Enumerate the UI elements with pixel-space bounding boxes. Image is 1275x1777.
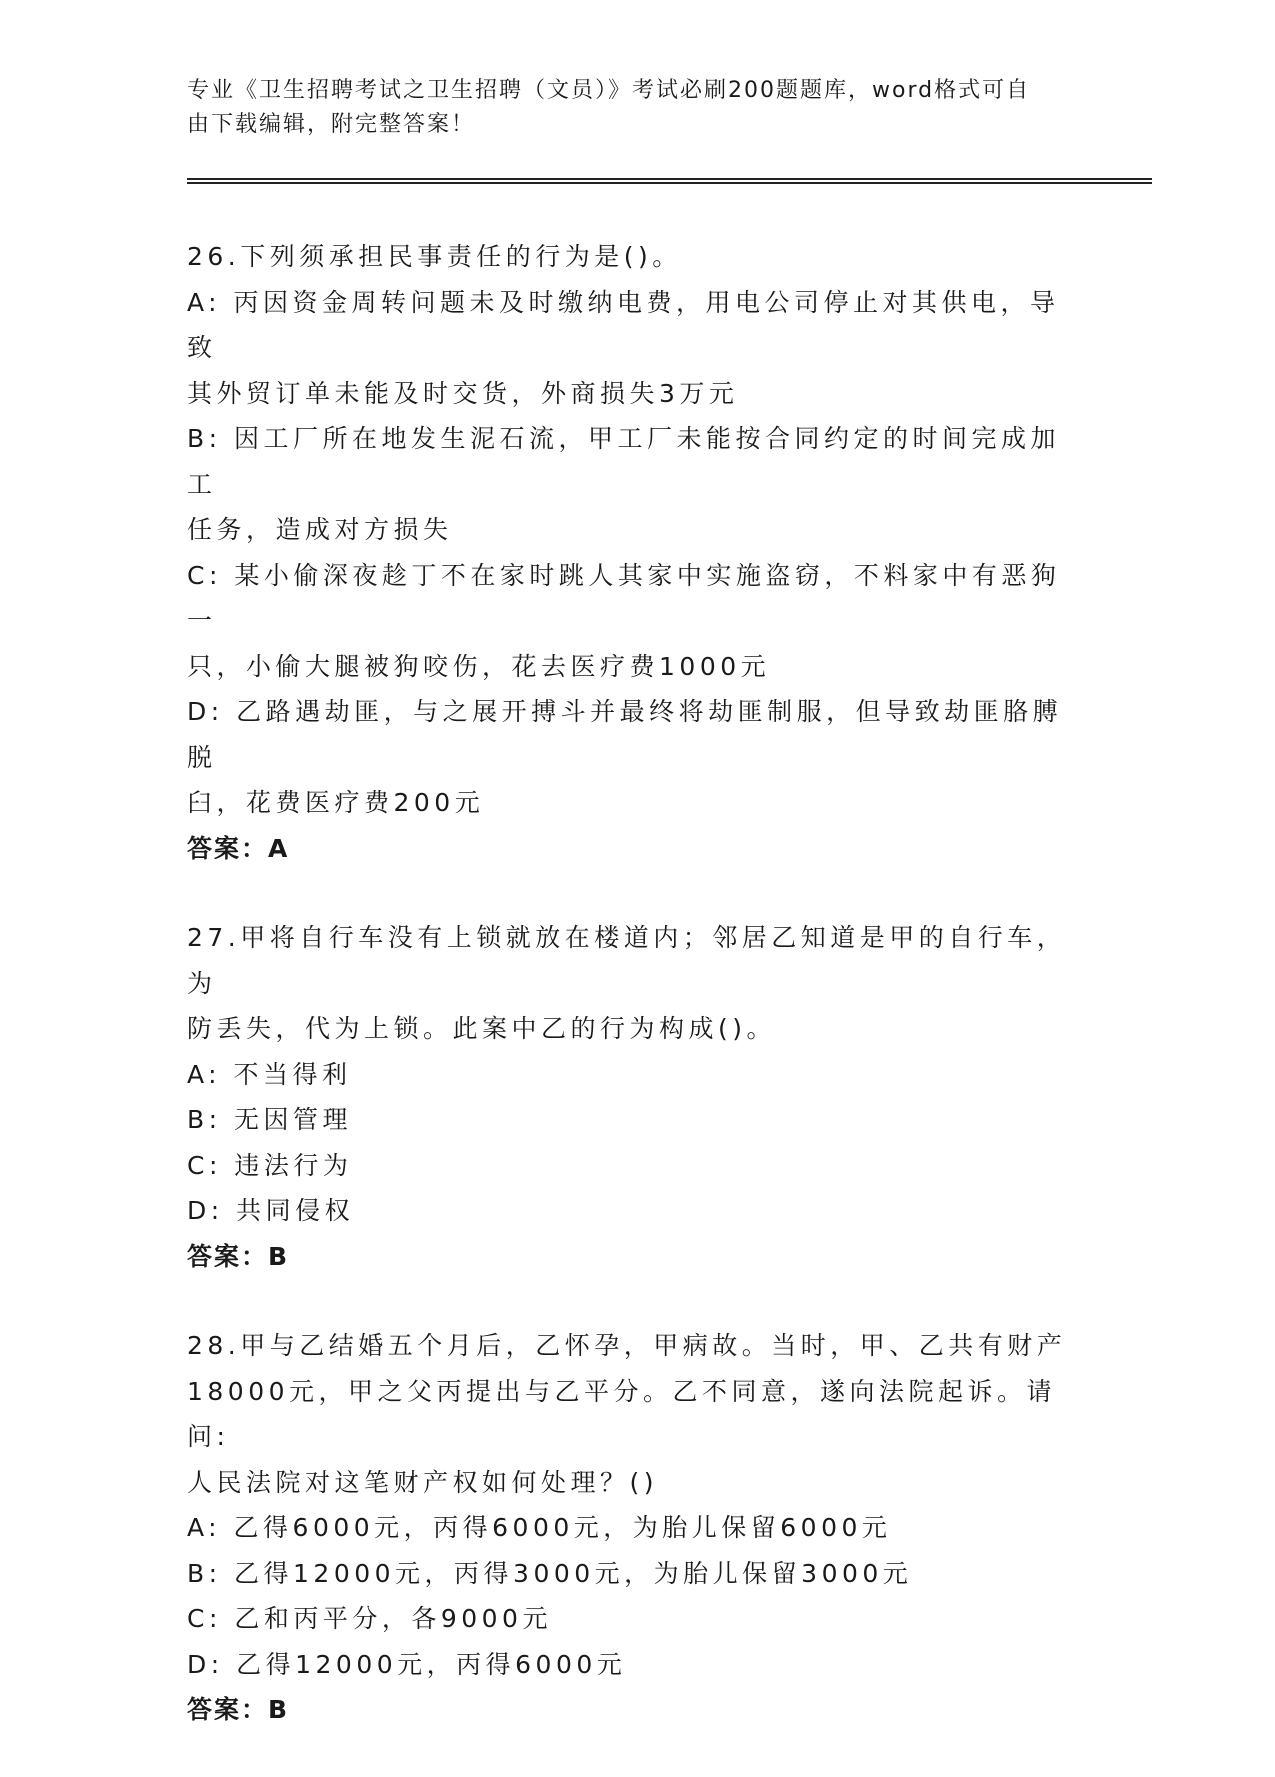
question-27 [187,915,1087,1279]
question-26 [187,234,1087,871]
option-d-cont: 臼，花费医疗费200元 [187,788,485,817]
option-b-cont: 任务，造成对方损失 [187,515,453,544]
option-c: C: 违法行为 [187,1150,353,1180]
question-28 [187,1323,1087,1733]
question-stem: 27.甲将自行车没有上锁就放在楼道内；邻居乙知道是甲的自行车，为 [187,923,1067,998]
question-stem-cont-1: 18000元，甲之父丙提出与乙平分。乙不同意，遂向法院起诉。请问: [187,1376,1057,1451]
header-divider-top [187,178,1152,180]
option-d: D: 乙得12000元，丙得6000元 [187,1649,627,1679]
question-stem: 28.甲与乙结婚五个月后，乙怀孕，甲病故。当时，甲、乙共有财产 [187,1331,1067,1360]
answer: 答案：B [187,1241,290,1271]
option-a: A: 不当得利 [187,1059,352,1089]
option-c-cont: 只，小偷大腿被狗咬伤，花去医疗费1000元 [187,651,771,681]
question-list [187,234,1087,1777]
option-d: D: 乙路遇劫匪，与之展开搏斗并最终将劫匪制服，但导致劫匪胳膊脱 [187,697,1063,772]
option-a: A: 乙得6000元，丙得6000元，为胎儿保留6000元 [187,1513,892,1542]
option-c: C: 乙和丙平分，各9000元 [187,1604,552,1633]
option-a-cont: 其外贸订单未能及时交货，外商损失3万元 [187,378,739,408]
header-line-1: 专业《卫生招聘考试之卫生招聘（文员）》考试必刷200题题库，word格式可自 [187,78,1031,103]
question-stem-cont: 防丢失，代为上锁。此案中乙的行为构成()。 [187,1014,777,1043]
header-divider-bottom [187,182,1152,184]
header-line-2: 由下载编辑，附完整答案！ [187,112,476,137]
option-b: B: 因工厂所在地发生泥石流，甲工厂未能按合同约定的时间完成加工 [187,424,1061,499]
option-b: B: 无因管理 [187,1105,353,1134]
option-b: B: 乙得12000元，丙得3000元，为胎儿保留3000元 [187,1558,913,1588]
question-stem-cont-2: 人民法院对这笔财产权如何处理？() [187,1467,659,1497]
answer: 答案：A [187,833,290,863]
answer: 答案：B [187,1695,290,1724]
option-a: A: 丙因资金周转问题未及时缴纳电费，用电公司停止对其供电，导致 [187,287,1060,362]
option-d: D: 共同侵权 [187,1196,355,1225]
option-c: C: 某小偷深夜趁丁不在家时跳人其家中实施盗窃，不料家中有恶狗一 [187,560,1061,635]
document-header [187,74,1067,142]
question-stem: 26.下列须承担民事责任的行为是()。 [187,242,682,271]
